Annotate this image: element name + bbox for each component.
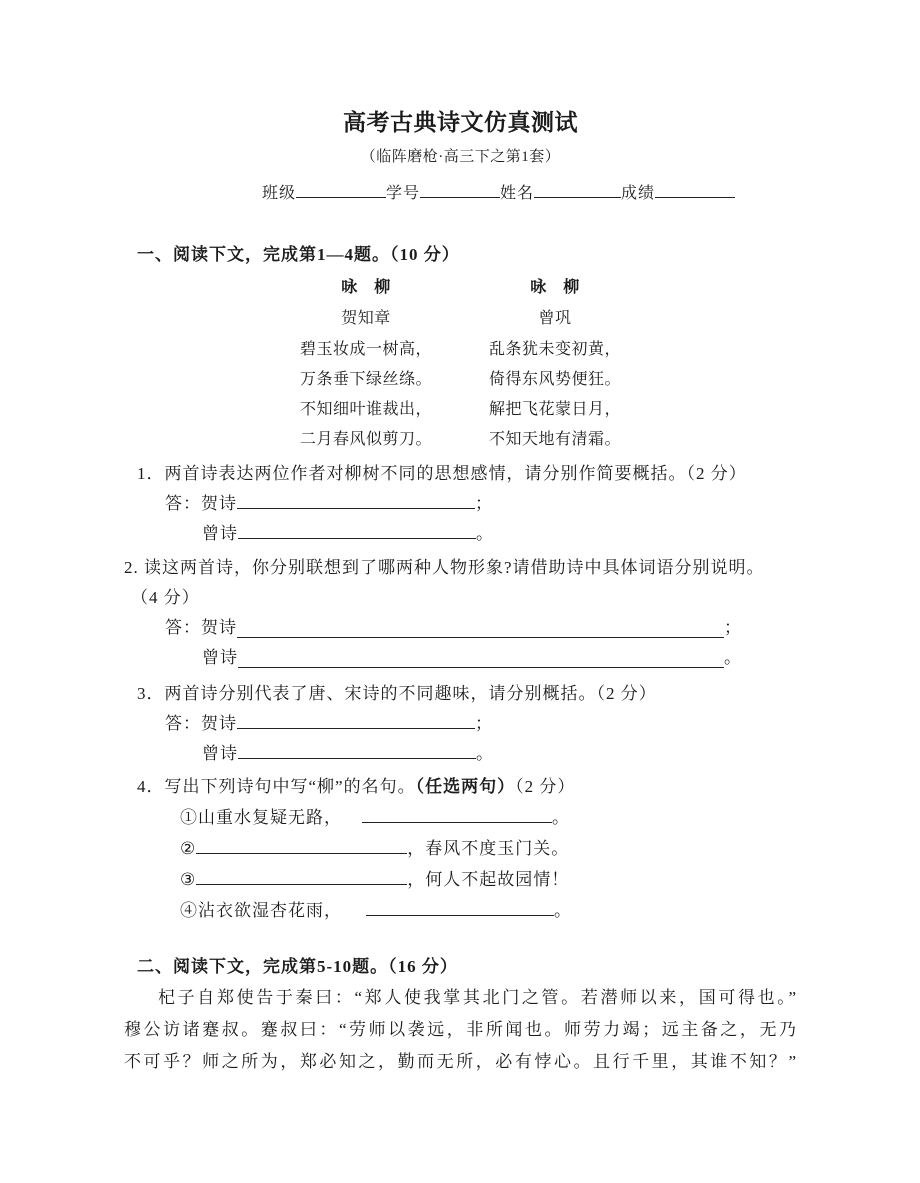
passage-line: 杞子自郑使告于秦曰：“郑人使我掌其北门之管。若潜师以来，国可得也。” — [158, 988, 797, 1007]
poem-title: 咏 柳 — [341, 279, 391, 296]
class-label: 班级 — [262, 185, 297, 202]
question-1-answer-line-2 — [202, 519, 797, 549]
question-4-item-2 — [180, 833, 797, 864]
punctuation: 。 — [552, 808, 570, 827]
answer-blank-line — [237, 713, 475, 729]
class-blank-line — [296, 182, 386, 198]
question-2-answer-line-2 — [202, 643, 742, 673]
poem-line: 解把飞花蒙日月， — [489, 401, 622, 418]
poem-line: 乱条犹未变初黄， — [489, 341, 622, 358]
name-label: 姓名 — [500, 185, 535, 202]
poem-author: 曾巩 — [538, 310, 572, 327]
question-3-answer-line-1 — [165, 709, 797, 739]
answer-prefix: 曾诗 — [202, 648, 238, 667]
answer-blank-line — [237, 493, 475, 509]
punctuation: 。 — [554, 901, 572, 920]
punctuation: ； — [475, 494, 493, 513]
answer-blank-line — [196, 838, 407, 854]
punctuation: ； — [724, 618, 742, 637]
poem-line: 倚得东风势便狂。 — [489, 371, 622, 388]
answer-blank-line — [238, 523, 476, 539]
answer-prefix: 曾诗 — [202, 524, 238, 543]
question-4-item-4 — [180, 895, 797, 926]
name-blank-line — [534, 182, 621, 198]
question-2-score: （4 分） — [131, 588, 200, 607]
answer-blank-line — [366, 900, 554, 916]
poem-title: 咏 柳 — [530, 279, 580, 296]
answer-blank-line — [237, 615, 724, 638]
question-1 — [124, 459, 797, 549]
answer-blank-line — [362, 807, 552, 823]
question-4-text — [137, 772, 797, 802]
passage-line: 不可乎？师之所为，郑必知之，勤而无所，必有悖心。且行千里，其谁不知？” — [124, 1052, 797, 1071]
page-title: 高考古典诗文仿真测试 — [343, 110, 578, 135]
passage-paragraph — [124, 982, 797, 1078]
question-4-text-post: （2 分） — [515, 777, 576, 796]
punctuation: 。 — [476, 524, 494, 543]
poem-zeng-gong — [489, 272, 621, 455]
poem-author: 贺知章 — [341, 310, 391, 327]
question-2-answer-line-1 — [165, 613, 742, 643]
poem-line: 不知天地有清霜。 — [489, 431, 622, 448]
passage-line: 穆公访诸蹇叔。蹇叔曰：“劳师以袭远，非所闻也。师劳力竭；远主备之，无乃 — [124, 1020, 797, 1039]
student-number-blank-line — [420, 182, 500, 198]
item-text: ，何人不起故园情！ — [407, 870, 570, 889]
section1-header: 一、阅读下文，完成第1—4题。（10 分） — [137, 245, 460, 264]
question-2 — [124, 553, 797, 673]
score-blank-line — [655, 182, 735, 198]
answer-blank-line — [238, 743, 476, 759]
question-4-item-1 — [180, 802, 797, 833]
punctuation: ； — [475, 714, 493, 733]
item-text: ② — [180, 839, 197, 858]
poem-line: 二月春风似剪刀。 — [299, 431, 432, 448]
question-4 — [124, 772, 797, 926]
question-3-text: 3．两首诗分别代表了唐、宋诗的不同趣味，请分别概括。（2 分） — [137, 684, 657, 703]
answer-blank-line — [238, 645, 724, 668]
poem-line: 万条垂下绿丝绦。 — [299, 371, 432, 388]
poem-line: 不知细叶谁裁出， — [299, 401, 432, 418]
item-text: ①山重水复疑无路， — [180, 808, 342, 827]
question-4-text-bold: （任选两句） — [415, 777, 516, 796]
item-text: ，春风不度玉门关。 — [407, 839, 570, 858]
student-number-label: 学号 — [386, 185, 421, 202]
page-subtitle: （临阵磨枪·高三下之第1套） — [360, 149, 561, 165]
answer-prefix: 答：贺诗 — [165, 494, 237, 513]
student-info-line — [262, 182, 797, 206]
item-text: ③ — [180, 870, 197, 889]
answer-prefix: 曾诗 — [202, 744, 238, 763]
question-2-text: 2. 读这两首诗，你分别联想到了哪两种人物形象?请借助诗中具体词语分别说明。 — [124, 558, 765, 577]
answer-prefix: 答：贺诗 — [165, 714, 237, 733]
poem-he-zhizhang — [300, 272, 432, 455]
poem-line: 碧玉妆成一树高， — [299, 341, 432, 358]
question-1-answer-line-1 — [165, 489, 797, 519]
item-text: ④沾衣欲湿杏花雨， — [180, 901, 342, 920]
question-3-answer-line-2 — [202, 739, 797, 769]
question-4-text-pre: 4．写出下列诗句中写“柳”的名句。 — [137, 777, 416, 796]
question-3 — [124, 679, 797, 769]
punctuation: 。 — [476, 744, 494, 763]
poems-block — [124, 272, 797, 455]
question-1-text: 1．两首诗表达两位作者对柳树不同的思想感情，请分别作简要概括。（2 分） — [137, 464, 747, 483]
section2-header: 二、阅读下文，完成第5-10题。（16 分） — [137, 957, 458, 976]
question-4-item-3 — [180, 864, 797, 895]
score-label: 成绩 — [621, 185, 656, 202]
punctuation: 。 — [724, 648, 742, 667]
answer-blank-line — [196, 869, 407, 885]
answer-prefix: 答：贺诗 — [165, 618, 237, 637]
